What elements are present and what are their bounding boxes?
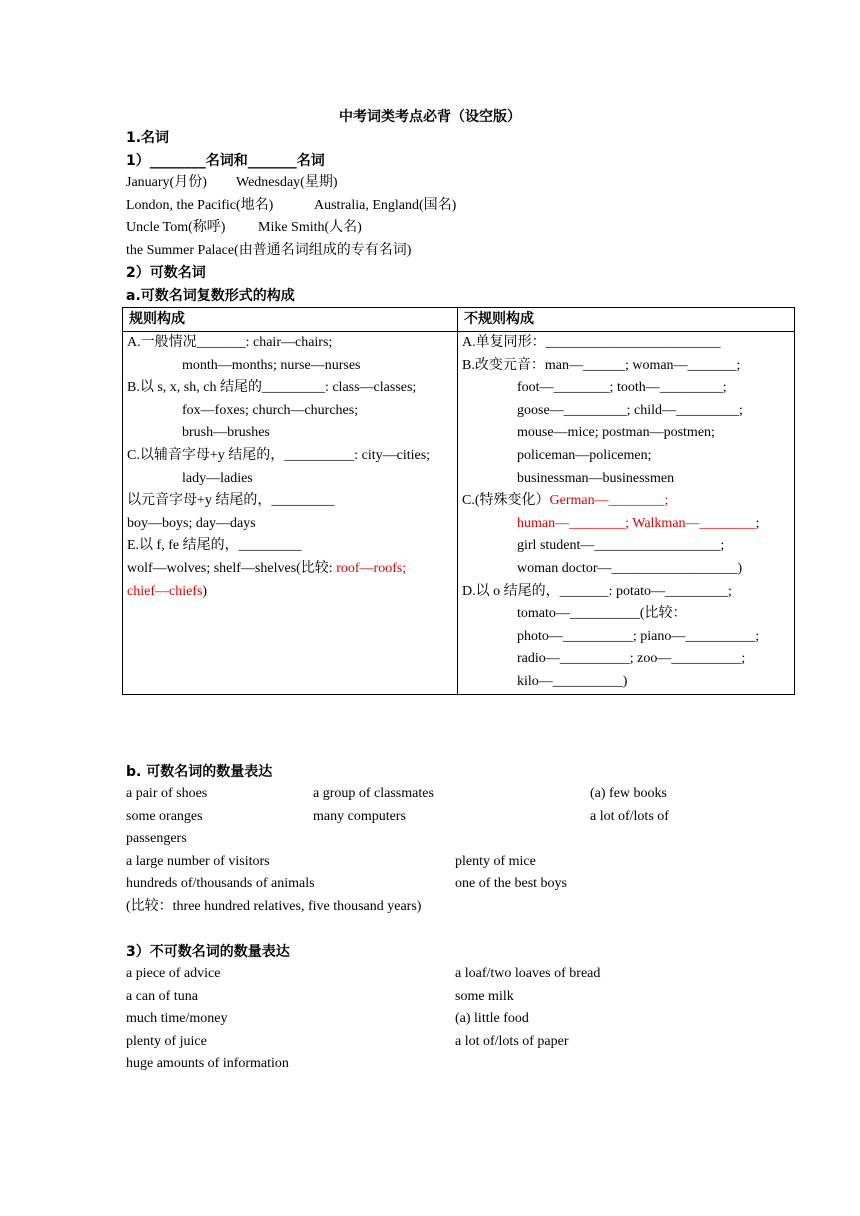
example-text: Uncle Tom(称呼) — [126, 220, 226, 235]
table-line — [462, 355, 794, 378]
table-line — [462, 648, 794, 671]
table-header-irregular: 不规则构成 — [458, 308, 795, 332]
table-line — [127, 400, 457, 423]
line-text: radio—__________; zoo—__________; — [517, 651, 746, 667]
example-text: plenty of juice — [126, 1034, 207, 1049]
example-text: London, the Pacific(地名) — [126, 198, 274, 213]
line-text: A.单复同形：_________________________ — [462, 335, 721, 350]
section-heading-nouns: 1.名词 — [126, 130, 170, 146]
example-text: a lot of/lots of — [590, 809, 669, 824]
table-line — [462, 626, 794, 649]
line-text: A.一般情况_______: chair—chairs; — [127, 335, 333, 350]
example-text: passengers — [126, 831, 187, 846]
example-text: a group of classmates — [313, 786, 434, 801]
example-text: January(月份) — [126, 175, 207, 190]
highlighted-example: chief—chiefs — [127, 583, 203, 599]
line-text: C.(特殊变化） — [462, 493, 550, 509]
example-text: Mike Smith(人名) — [258, 220, 362, 235]
table-line — [127, 377, 457, 400]
line-text: ; — [755, 515, 760, 531]
example-text: much time/money — [126, 1011, 228, 1026]
table-line — [462, 400, 794, 423]
line-text: businessman—businessmen — [517, 470, 675, 486]
example-text: a piece of advice — [126, 966, 221, 981]
line-text: C.以辅音字母+y 结尾的，__________: city—cities; — [127, 447, 431, 463]
line-text: brush—brushes — [182, 425, 270, 441]
irregular-forms-cell — [458, 332, 795, 695]
table-line — [127, 581, 457, 604]
line-text: fox—foxes; church—churches; — [182, 402, 359, 418]
line-text: month—months; nurse—nurses — [182, 357, 361, 373]
line-text: boy—boys; day—days — [127, 515, 256, 531]
table-line — [127, 445, 457, 468]
highlighted-example: roof—roofs; — [336, 560, 407, 576]
line-text: ) — [202, 583, 208, 599]
proper-noun-line — [126, 240, 411, 263]
line-text: 以元音字母+y 结尾的，_________ — [127, 493, 335, 509]
table-line — [462, 445, 794, 468]
line-text: B.以 s, x, sh, ch 结尾的_________: class—classes; — [127, 380, 417, 396]
table-line — [462, 671, 794, 694]
table-line — [462, 535, 794, 558]
example-text: (比较：three hundred relatives, five thousand years) — [126, 899, 422, 914]
example-text: (a) few books — [590, 786, 667, 801]
subheading-countable-nouns: 2）可数名词 — [126, 265, 206, 281]
example-text: a loaf/two loaves of bread — [455, 966, 601, 981]
proper-noun-line — [126, 172, 338, 195]
table-line — [462, 377, 794, 400]
example-text: Australia, England(国名) — [314, 198, 457, 213]
table-line — [127, 535, 457, 558]
highlighted-example: German—________; — [549, 493, 669, 509]
table-line — [127, 422, 457, 445]
table-line — [127, 355, 457, 378]
example-text: a lot of/lots of paper — [455, 1034, 569, 1049]
proper-noun-line — [126, 195, 456, 218]
line-text: E.以 f, fe 结尾的，_________ — [127, 538, 302, 554]
example-text: a pair of shoes — [126, 786, 208, 801]
table-line — [462, 603, 794, 626]
line-text: D.以 o 结尾的，_______: potato—_________; — [462, 583, 732, 599]
table-line — [127, 468, 457, 491]
table-line — [127, 332, 457, 355]
line-text: tomato—__________(比较： — [517, 606, 687, 622]
subheading-uncountable-quantity: 3）不可数名词的数量表达 — [126, 944, 290, 960]
highlighted-example: human—________; Walkman—________ — [517, 515, 756, 531]
line-text: photo—__________; piano—__________; — [517, 628, 760, 644]
table-line — [127, 490, 457, 513]
table-line — [462, 513, 794, 536]
table-line — [462, 581, 794, 604]
line-text: wolf—wolves; shelf—shelves(比较: — [127, 560, 337, 576]
example-text: hundreds of/thousands of animals — [126, 876, 315, 891]
table-line — [462, 468, 794, 491]
line-text: goose—_________; child—_________; — [517, 402, 743, 418]
example-text: many computers — [313, 809, 406, 824]
line-text: girl student—__________________; — [517, 538, 725, 554]
table-line — [462, 422, 794, 445]
line-text: lady—ladies — [182, 470, 253, 486]
page-title: 中考词类考点必背（设空版） — [339, 109, 521, 125]
example-text: plenty of mice — [455, 854, 536, 869]
line-text: policeman—policemen; — [517, 447, 652, 463]
table-line — [127, 558, 457, 581]
table-line — [127, 513, 457, 536]
table-header-regular: 规则构成 — [123, 308, 458, 332]
subheading-countable-quantity: b. 可数名词的数量表达 — [126, 764, 273, 780]
irregular-forms-list — [462, 332, 794, 694]
plural-forms-table — [122, 307, 795, 695]
example-text: Wednesday(星期) — [236, 175, 338, 190]
example-text: one of the best boys — [455, 876, 567, 891]
table-line — [462, 558, 794, 581]
table-line — [462, 332, 794, 355]
subheading-plural-forms: a.可数名词复数形式的构成 — [126, 288, 295, 304]
example-text: huge amounts of information — [126, 1056, 289, 1071]
line-text: woman doctor—__________________) — [517, 560, 743, 576]
example-text: a can of tuna — [126, 989, 198, 1004]
line-text: kilo—__________) — [517, 673, 628, 689]
line-text: mouse—mice; postman—postmen; — [517, 425, 715, 441]
line-text: foot—________; tooth—_________; — [517, 380, 727, 396]
subheading-proper-nouns: 1）________名词和_______名词 — [126, 153, 325, 169]
example-text: (a) little food — [455, 1011, 529, 1026]
example-text: some milk — [455, 989, 514, 1004]
regular-forms-list — [127, 332, 457, 603]
example-text: a large number of visitors — [126, 854, 270, 869]
proper-noun-line — [126, 217, 362, 240]
regular-forms-cell — [123, 332, 458, 695]
example-text: some oranges — [126, 809, 203, 824]
table-line — [462, 490, 794, 513]
example-text: the Summer Palace(由普通名词组成的专有名词) — [126, 243, 412, 258]
line-text: B.改变元音：man—______; woman—_______; — [462, 357, 741, 373]
